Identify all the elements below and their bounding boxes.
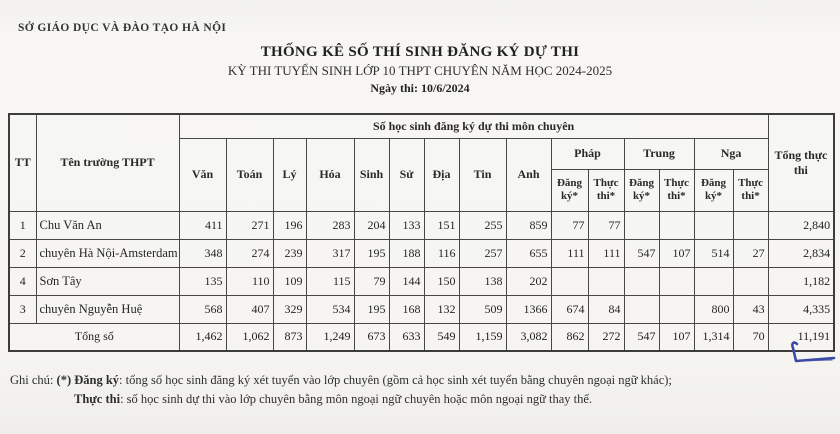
cell-ly: 109	[273, 267, 306, 295]
cell-tin: 509	[459, 295, 506, 323]
table-row	[9, 295, 834, 323]
cell-nga-tt	[733, 211, 768, 239]
cell-toan: 274	[226, 239, 273, 267]
col-header-subject: Địa	[424, 138, 459, 211]
cell-ly: 239	[273, 239, 306, 267]
cell-sinh: 195	[354, 239, 389, 267]
cell-nga-tt: 43	[733, 295, 768, 323]
total-tin: 1,159	[459, 323, 506, 351]
total-grand: 11,191	[768, 323, 834, 351]
footnote-prefix: Ghi chú:	[10, 373, 57, 387]
col-header-language: Trung	[624, 138, 694, 169]
total-van: 1,462	[179, 323, 226, 351]
cell-anh: 859	[506, 211, 551, 239]
cell-phap-dk: 77	[551, 211, 588, 239]
cell-trung-dk	[624, 211, 659, 239]
cell-total: 2,840	[768, 211, 834, 239]
row-tt: 1	[9, 211, 36, 239]
col-header-language: Pháp	[551, 138, 624, 169]
footnote-line-2	[74, 390, 672, 409]
cell-phap-tt	[588, 267, 624, 295]
total-dia: 549	[424, 323, 459, 351]
col-header-subject: Sinh	[354, 138, 389, 211]
col-header-actual: Thực thi*	[659, 169, 694, 211]
row-school: Sơn Tây	[36, 267, 179, 295]
footnote-line-1	[10, 371, 672, 390]
cell-sinh: 79	[354, 267, 389, 295]
cell-hoa: 115	[306, 267, 354, 295]
cell-toan: 271	[226, 211, 273, 239]
col-header-subject: Toán	[226, 138, 273, 211]
agency-name: SỞ GIÁO DỤC VÀ ĐÀO TẠO HÀ NỘI	[18, 22, 227, 34]
cell-trung-tt	[659, 267, 694, 295]
cell-van: 135	[179, 267, 226, 295]
col-header-subject: Anh	[506, 138, 551, 211]
cell-phap-tt: 111	[588, 239, 624, 267]
total-nga-tt: 70	[733, 323, 768, 351]
cell-van: 348	[179, 239, 226, 267]
cell-phap-tt: 84	[588, 295, 624, 323]
total-hoa: 1,249	[306, 323, 354, 351]
cell-nga-dk: 514	[694, 239, 733, 267]
total-row	[9, 323, 834, 351]
total-phap-tt: 272	[588, 323, 624, 351]
col-header-actual: Thực thi*	[733, 169, 768, 211]
cell-phap-tt: 77	[588, 211, 624, 239]
total-trung-tt: 107	[659, 323, 694, 351]
cell-su: 133	[389, 211, 424, 239]
cell-nga-tt: 27	[733, 239, 768, 267]
statistics-table	[8, 113, 835, 352]
col-header-grand-total: Tổng thực thi	[768, 114, 834, 211]
table-row	[9, 211, 834, 239]
col-header-subject: Hóa	[306, 138, 354, 211]
total-phap-dk: 862	[551, 323, 588, 351]
cell-trung-tt	[659, 295, 694, 323]
cell-su: 188	[389, 239, 424, 267]
document-title: THỐNG KÊ SỐ THÍ SINH ĐĂNG KÝ DỰ THI	[260, 44, 580, 60]
col-header-register: Đăng ký*	[551, 169, 588, 211]
cell-van: 568	[179, 295, 226, 323]
col-header-register: Đăng ký*	[694, 169, 733, 211]
cell-anh: 655	[506, 239, 551, 267]
cell-ly: 196	[273, 211, 306, 239]
cell-anh: 1366	[506, 295, 551, 323]
cell-phap-dk	[551, 267, 588, 295]
col-header-subject: Văn	[179, 138, 226, 211]
row-school: chuyên Hà Nội-Amsterdam	[36, 239, 179, 267]
row-tt: 4	[9, 267, 36, 295]
total-su: 633	[389, 323, 424, 351]
cell-ly: 329	[273, 295, 306, 323]
col-header-language: Nga	[694, 138, 768, 169]
cell-anh: 202	[506, 267, 551, 295]
row-school: Chu Văn An	[36, 211, 179, 239]
footnote-star: (*)	[56, 373, 75, 387]
cell-van: 411	[179, 211, 226, 239]
total-ly: 873	[273, 323, 306, 351]
cell-dia: 132	[424, 295, 459, 323]
col-header-subject: Sử	[389, 138, 424, 211]
cell-trung-dk	[624, 295, 659, 323]
col-header-school: Tên trường THPT	[36, 114, 179, 211]
cell-dia: 116	[424, 239, 459, 267]
row-tt: 2	[9, 239, 36, 267]
row-school: chuyên Nguyễn Huệ	[36, 295, 179, 323]
cell-tin: 257	[459, 239, 506, 267]
cell-toan: 110	[226, 267, 273, 295]
col-header-subject: Tin	[459, 138, 506, 211]
cell-trung-dk	[624, 267, 659, 295]
footnote-term-actual: Thực thi	[74, 391, 121, 406]
cell-su: 144	[389, 267, 424, 295]
total-trung-dk: 547	[624, 323, 659, 351]
header-row-1	[9, 114, 834, 138]
col-header-span: Số học sinh đăng ký dự thi môn chuyên	[179, 114, 768, 138]
cell-total: 2,834	[768, 239, 834, 267]
document-header	[0, 44, 840, 96]
exam-date: Ngày thi: 10/6/2024	[370, 81, 470, 95]
cell-hoa: 283	[306, 211, 354, 239]
cell-phap-dk: 111	[551, 239, 588, 267]
document-subtitle: KỲ THI TUYỂN SINH LỚP 10 THPT CHUYÊN NĂM HỌC 2024-2025	[227, 63, 613, 78]
row-tt: 3	[9, 295, 36, 323]
cell-sinh: 195	[354, 295, 389, 323]
cell-trung-tt	[659, 211, 694, 239]
cell-toan: 407	[226, 295, 273, 323]
cell-trung-tt: 107	[659, 239, 694, 267]
cell-tin: 138	[459, 267, 506, 295]
cell-sinh: 204	[354, 211, 389, 239]
total-toan: 1,062	[226, 323, 273, 351]
cell-phap-dk: 674	[551, 295, 588, 323]
total-row-label: Tổng số	[9, 323, 179, 351]
cell-nga-tt	[733, 267, 768, 295]
col-header-register: Đăng ký*	[624, 169, 659, 211]
cell-nga-dk	[694, 211, 733, 239]
total-nga-dk: 1,314	[694, 323, 733, 351]
cell-dia: 151	[424, 211, 459, 239]
footnotes	[10, 371, 672, 409]
cell-hoa: 534	[306, 295, 354, 323]
cell-dia: 150	[424, 267, 459, 295]
col-header-subject: Lý	[273, 138, 306, 211]
total-anh: 3,082	[506, 323, 551, 351]
cell-hoa: 317	[306, 239, 354, 267]
total-sinh: 673	[354, 323, 389, 351]
footnote-term-register: Đăng ký	[74, 373, 120, 387]
col-header-tt: TT	[9, 114, 36, 211]
cell-total: 1,182	[768, 267, 834, 295]
cell-nga-dk: 800	[694, 295, 733, 323]
table-row	[9, 239, 834, 267]
cell-nga-dk	[694, 267, 733, 295]
footnote-text-register: : tổng số học sinh đăng ký xét tuyển vào lớp chuyên (gồm cả học sinh xét tuyển bằng chuyên ngoại ngữ khác);	[119, 373, 672, 387]
cell-tin: 255	[459, 211, 506, 239]
cell-su: 168	[389, 295, 424, 323]
col-header-actual: Thực thi*	[588, 169, 624, 211]
table-row	[9, 267, 834, 295]
footnote-text-actual: : số học sinh dự thi vào lớp chuyên bằng môn ngoại ngữ chuyên hoặc môn ngoại ngữ thay thế.	[120, 391, 593, 406]
cell-trung-dk: 547	[624, 239, 659, 267]
pen-mark-annotation	[786, 340, 840, 372]
cell-total: 4,335	[768, 295, 834, 323]
